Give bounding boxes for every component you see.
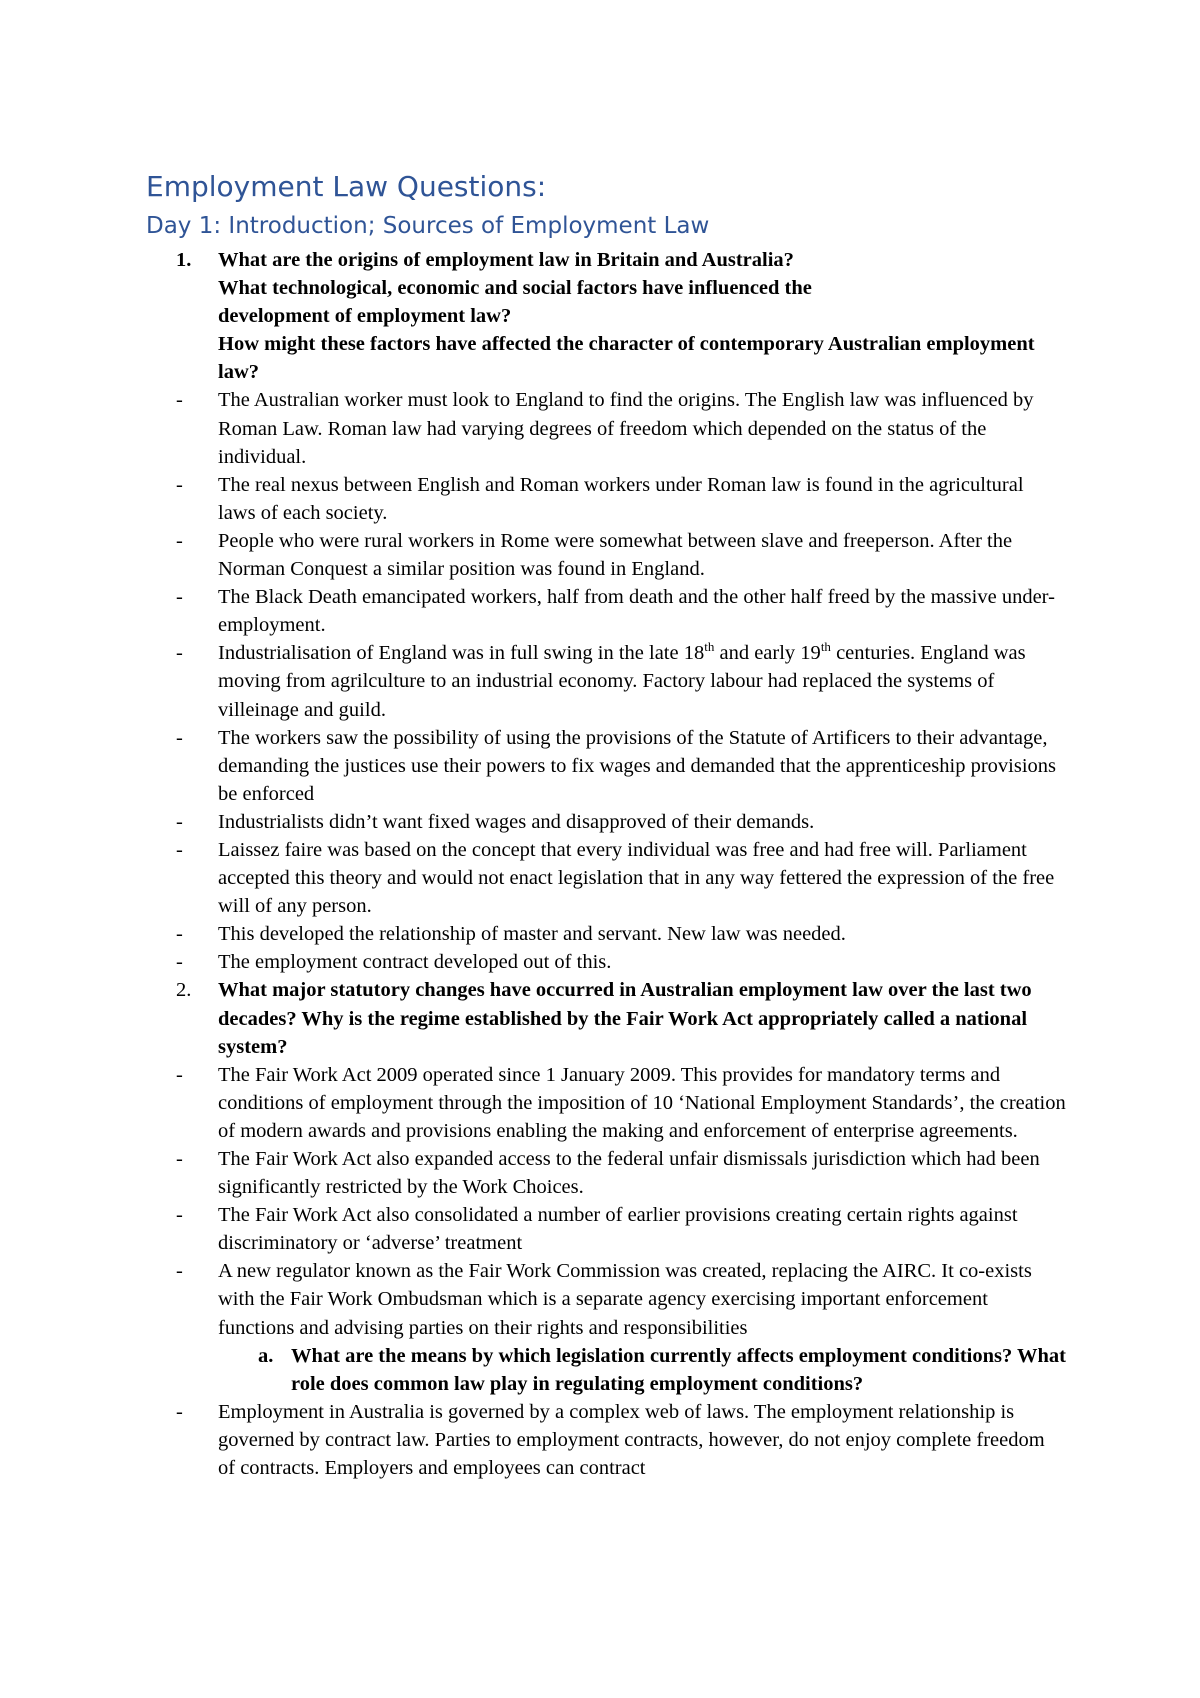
question-letter: a.	[258, 1344, 274, 1367]
answer-text-part: and early 19	[714, 642, 821, 665]
answer-text: The Black Death emancipated workers, half from death and the other half freed by the massive under-employment.	[218, 586, 1055, 637]
answer-text: The workers saw the possibility of using the provisions of the Statute of Artificers to their advantage, demanding the justices use their powers to fix wages and demanded that the apprenticeship provisions be enforced	[218, 726, 1057, 805]
list-item	[146, 724, 1066, 808]
question-2	[146, 976, 1066, 1060]
answer-text: People who were rural workers in Rome were somewhat between slave and freeperson. After the Norman Conquest a similar position was found in England.	[218, 529, 1013, 581]
bullet-dash: -	[176, 1204, 183, 1227]
question-text	[218, 246, 1066, 386]
list-item	[146, 836, 1066, 920]
question-text: What are the means by which legislation currently affects employment conditions? What role does common law play in regulating employment conditions?	[291, 1344, 1066, 1395]
bullet-dash: -	[176, 810, 183, 833]
question-line: How might these factors have affected the character of contemporary Australian employment law?	[218, 333, 1035, 384]
answer-text: The employment contract developed out of this.	[218, 951, 612, 974]
question-1	[146, 246, 1066, 386]
section-heading: Day 1: Introduction; Sources of Employment Law	[146, 213, 710, 239]
list-item	[146, 808, 1066, 836]
answer-text: The Fair Work Act also consolidated a number of earlier provisions creating certain rights against discriminatory or ‘adverse’ treatment	[218, 1204, 1018, 1255]
document-body	[146, 246, 1066, 1482]
answer-text: The Australian worker must look to England to find the origins. The English law was influenced by Roman Law. Roman law had varying degrees of freedom which depended on the status of the individual.	[218, 389, 1034, 468]
question-line: What technological, economic and social factors have influenced the development of employment law?	[218, 277, 812, 328]
bullet-dash: -	[176, 951, 183, 974]
list-item	[146, 1257, 1066, 1341]
list-item	[146, 1201, 1066, 1257]
answer-text: The real nexus between English and Roman workers under Roman law is found in the agricultural laws of each society.	[218, 473, 1024, 524]
question-number: 2.	[176, 979, 192, 1002]
list-item	[146, 471, 1066, 527]
question-2a	[146, 1342, 1066, 1398]
answer-text: The Fair Work Act also expanded access to the federal unfair dismissals jurisdiction which had been significantly restricted by the Work Choices.	[218, 1148, 1040, 1199]
superscript: th	[820, 639, 831, 655]
superscript: th	[704, 639, 715, 655]
bullet-dash: -	[176, 726, 183, 749]
bullet-dash: -	[176, 586, 183, 609]
list-item	[146, 386, 1066, 470]
answer-text: Employment in Australia is governed by a complex web of laws. The employment relationship is governed by contract law. Parties to employment contracts, however, do not enjoy complete freedom of contracts. Employers and employees can contract	[218, 1400, 1045, 1480]
bullet-dash: -	[176, 1148, 183, 1170]
bullet-dash: -	[176, 642, 183, 665]
bullet-dash: -	[176, 838, 183, 861]
answer-text: A new regulator known as the Fair Work Commission was created, replacing the AIRC. It co-exists with the Fair Work Ombudsman which is a separate agency exercising important enforcement functions and advising parties on their rights and responsibilities	[218, 1260, 1032, 1339]
answer-text: Industrialists didn’t want fixed wages and disapproved of their demands.	[218, 810, 815, 833]
answer-text-part: Industrialisation of England was in full swing in the late 18	[218, 642, 705, 665]
bullet-dash: -	[176, 1063, 183, 1086]
list-item	[146, 1061, 1066, 1145]
list-item	[146, 920, 1066, 948]
answer-text	[218, 639, 1066, 723]
list-item	[146, 1398, 1066, 1482]
answer-text: The Fair Work Act 2009 operated since 1 January 2009. This provides for mandatory terms and conditions of employment through the imposition of 10 ‘National Employment Standards’, the creation of modern awards and provisions enabling the making and enforcement of enterprise agreements.	[218, 1063, 1066, 1142]
bullet-dash: -	[176, 923, 183, 946]
bullet-dash: -	[176, 1260, 183, 1283]
bullet-dash: -	[176, 473, 183, 496]
question-line: What are the origins of employment law in Britain and Australia?	[218, 249, 794, 271]
list-item	[146, 583, 1066, 639]
question-text: What major statutory changes have occurred in Australian employment law over the last two decades? Why is the regime established by the Fair Work Act appropriately called a national system?	[218, 979, 1032, 1058]
answer-text-part: centuries. England was moving from agrilculture to an industrial economy. Factory labour had replaced the systems of villeinage and guild.	[218, 642, 1026, 721]
list-item	[146, 948, 1066, 976]
bullet-dash: -	[176, 529, 183, 552]
list-item	[146, 527, 1066, 583]
answer-text: Laissez faire was based on the concept that every individual was free and had free will. Parliament accepted this theory and would not enact legislation that in any way fettered the expression of the free will of any person.	[218, 838, 1055, 918]
question-number: 1.	[176, 249, 192, 271]
list-item	[146, 1145, 1066, 1201]
bullet-dash: -	[176, 389, 183, 412]
list-item	[146, 639, 1066, 723]
answer-text: This developed the relationship of master and servant. New law was needed.	[218, 923, 846, 946]
page-title: Employment Law Questions:	[146, 170, 547, 203]
bullet-dash: -	[176, 1400, 183, 1423]
